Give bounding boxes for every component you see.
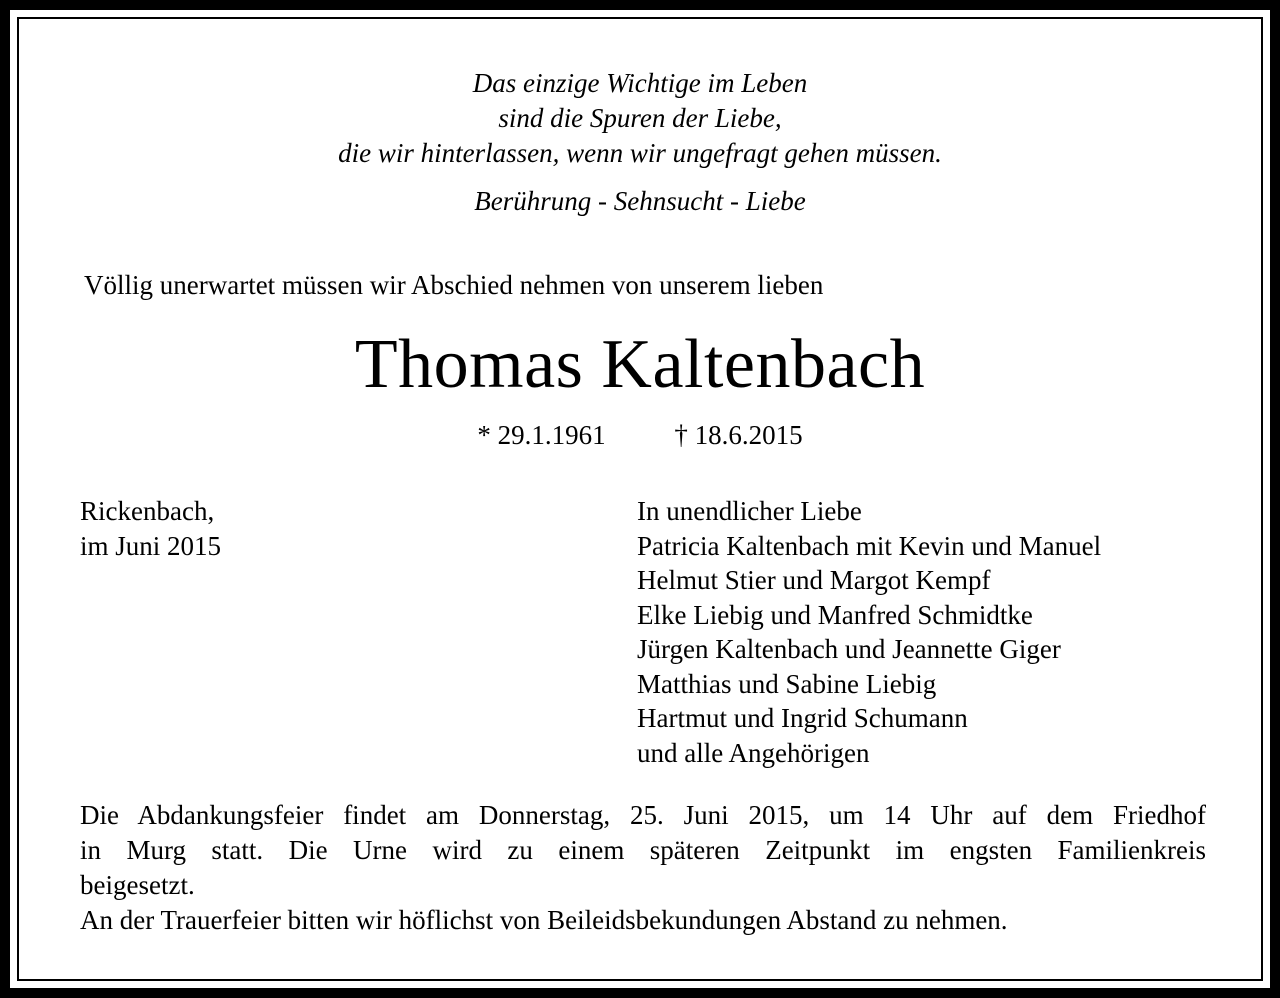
mourner-line: Helmut Stier und Margot Kempf [637, 565, 991, 595]
mourner-line: Hartmut und Ingrid Schumann [637, 703, 968, 733]
place-and-date [80, 494, 221, 563]
service-line: beigesetzt. [80, 870, 195, 900]
mourner-line: Elke Liebig und Manfred Schmidtke [637, 599, 1033, 630]
mourners-list [637, 494, 1101, 770]
place-line: Rickenbach, [80, 496, 215, 526]
mourner-line: und alle Angehörigen [637, 737, 870, 768]
deceased-name: Thomas Kaltenbach [354, 326, 926, 403]
date-line: im Juni 2015 [80, 530, 222, 561]
intro-text: Völlig unerwartet müssen wir Abschied nehmen von unserem lieben [84, 270, 824, 300]
motto-line: die wir hinterlassen, wenn wir ungefragt gehen müssen. [338, 138, 942, 168]
service-line: An der Trauerfeier bitten wir höflichst von Beileidsbekundungen Abstand zu nehmen. [80, 905, 1008, 935]
mourner-line: In unendlicher Liebe [637, 496, 862, 526]
motto-line: Das einzige Wichtige im Leben [472, 68, 808, 98]
motto-quote [0, 66, 1280, 171]
death-date: † 18.6.2015 [674, 420, 803, 450]
service-line: Die Abdankungsfeier findet am Donnerstag, 25. Juni 2015, um 14 Uhr auf dem Friedhof [80, 800, 1206, 830]
motto-line: sind die Spuren der Liebe, [498, 103, 782, 133]
mourner-line: Patricia Kaltenbach mit Kevin und Manuel [637, 530, 1102, 561]
birth-date: * 29.1.1961 [477, 420, 606, 450]
life-dates [0, 418, 1280, 453]
motto-words: Berührung - Sehnsucht - Liebe [474, 186, 806, 216]
service-line: in Murg statt. Die Urne wird zu einem späteren Zeitpunkt im engsten Familienkreis [80, 835, 1206, 865]
service-info [80, 798, 1206, 938]
mourner-line: Jürgen Kaltenbach und Jeannette Giger [637, 634, 1061, 664]
mourner-line: Matthias und Sabine Liebig [637, 668, 937, 699]
